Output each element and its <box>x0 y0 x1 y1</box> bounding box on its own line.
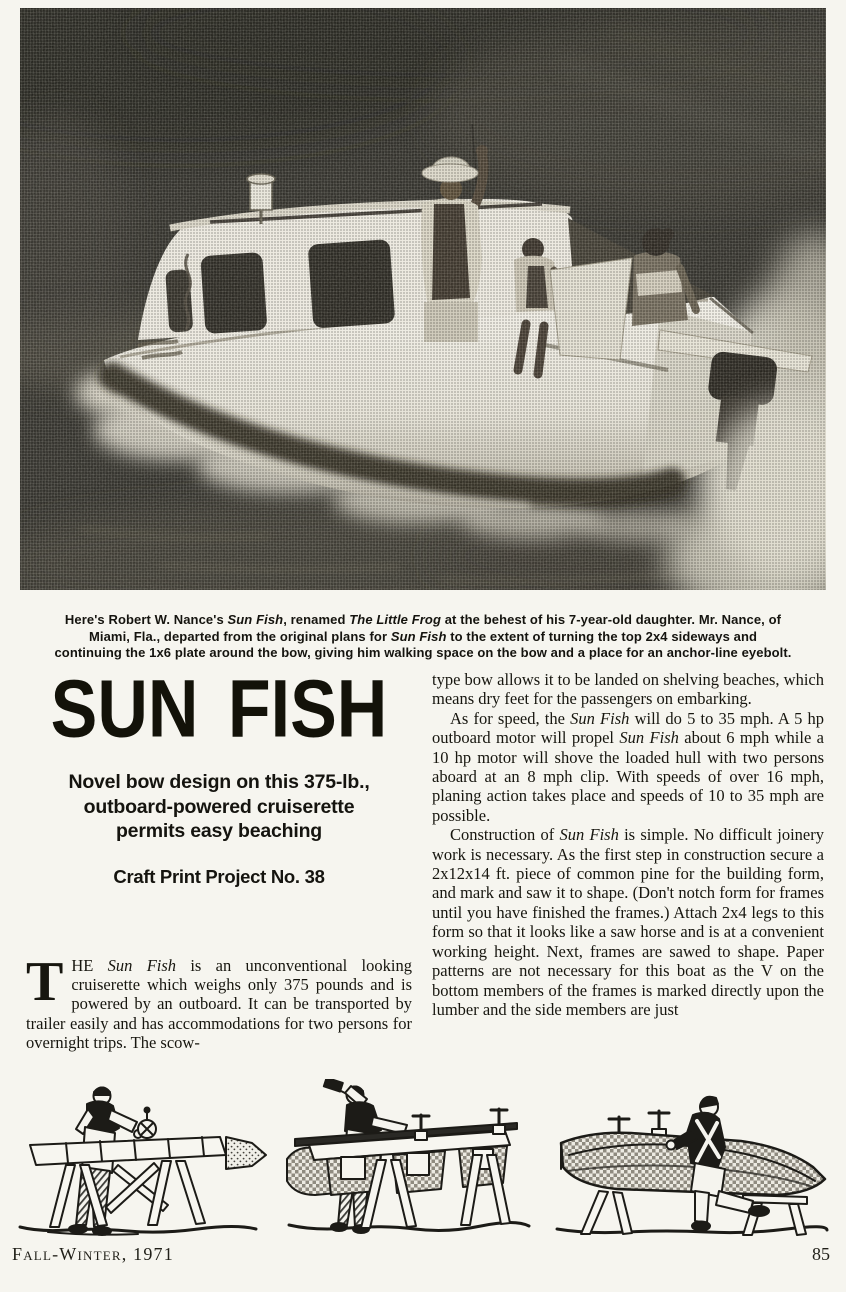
drop-cap: T <box>26 950 64 1013</box>
article-title: SUN FISH <box>50 662 388 754</box>
figure-planking-hull <box>547 1079 832 1242</box>
page-footer <box>12 1244 830 1265</box>
boat-photo <box>20 8 826 590</box>
right-column <box>432 670 824 1019</box>
page-number: 85 <box>812 1244 830 1264</box>
subtitle-line: outboard-powered cruiserette <box>83 795 355 818</box>
issue-date: Fall-Winter, 1971 <box>12 1244 174 1264</box>
photo-caption: Here's Robert W. Nance's Sun Fish, renamed The Little Frog at the behest of his 7-year-old daughter. Mr. Nance, of Miami, Fla., departed from the original plans for Sun Fish to the extent of turning the top 2x4 sideways and continuing the 1x6 plate around the bow, giving him walking space on the bow and a place for an anchor-line eyebolt. <box>54 612 792 661</box>
paragraph-construction: Construction of Sun Fish is simple. No difficult joinery work is necessary. As the first step in construction secure a 2x12x14 ft. piece of common pine for the building form, and mark and saw it to shape. (Don't notch form for frames until you have finished the frames.) Attach 2x4 legs to this form so that it looks like a saw horse and is at a convenient working height. Next, frames are sawed to shape. Paper patterns are not necessary for this boat as the V on the bottom members of the frames is marked directly upon the lumber and the side members are just <box>432 825 824 1019</box>
subtitle-line: Novel bow design on this 375-lb., <box>68 771 370 793</box>
boat-photo-art <box>20 8 826 590</box>
subtitle-line: permits easy beaching <box>115 820 323 842</box>
paragraph-scow-bow: type bow allows it to be landed on shelving beaches, which means dry feet for the passengers on embarking. <box>432 670 824 709</box>
lead-text: HE Sun Fish is an unconventional looking cruiserette which weighs only 375 pounds and is powered by an outboard. It can be transported by trailer easily and has accommodations for two persons for overnight trips. The scow- <box>26 955 412 1053</box>
figure-frames-on-form <box>281 1079 536 1242</box>
film-grain <box>20 8 826 590</box>
left-column <box>26 662 412 1053</box>
lead-paragraph <box>26 950 412 1053</box>
project-label: Craft Print Project No. 38 <box>113 865 325 887</box>
paragraph-speed: As for speed, the Sun Fish will do 5 to 35 mph. A 5 hp outboard motor will propel Sun Fish about 6 mph while a 10 hp motor will shove the loaded hull with two persons aboard at an 8 mph clip. With speeds of over 16 mph, planing action takes place and speeds of 10 to 35 mph are possible. <box>432 708 824 825</box>
figure-marking-building-form <box>14 1079 269 1242</box>
construction-figures <box>14 1078 832 1242</box>
article-subtitle <box>26 770 412 844</box>
